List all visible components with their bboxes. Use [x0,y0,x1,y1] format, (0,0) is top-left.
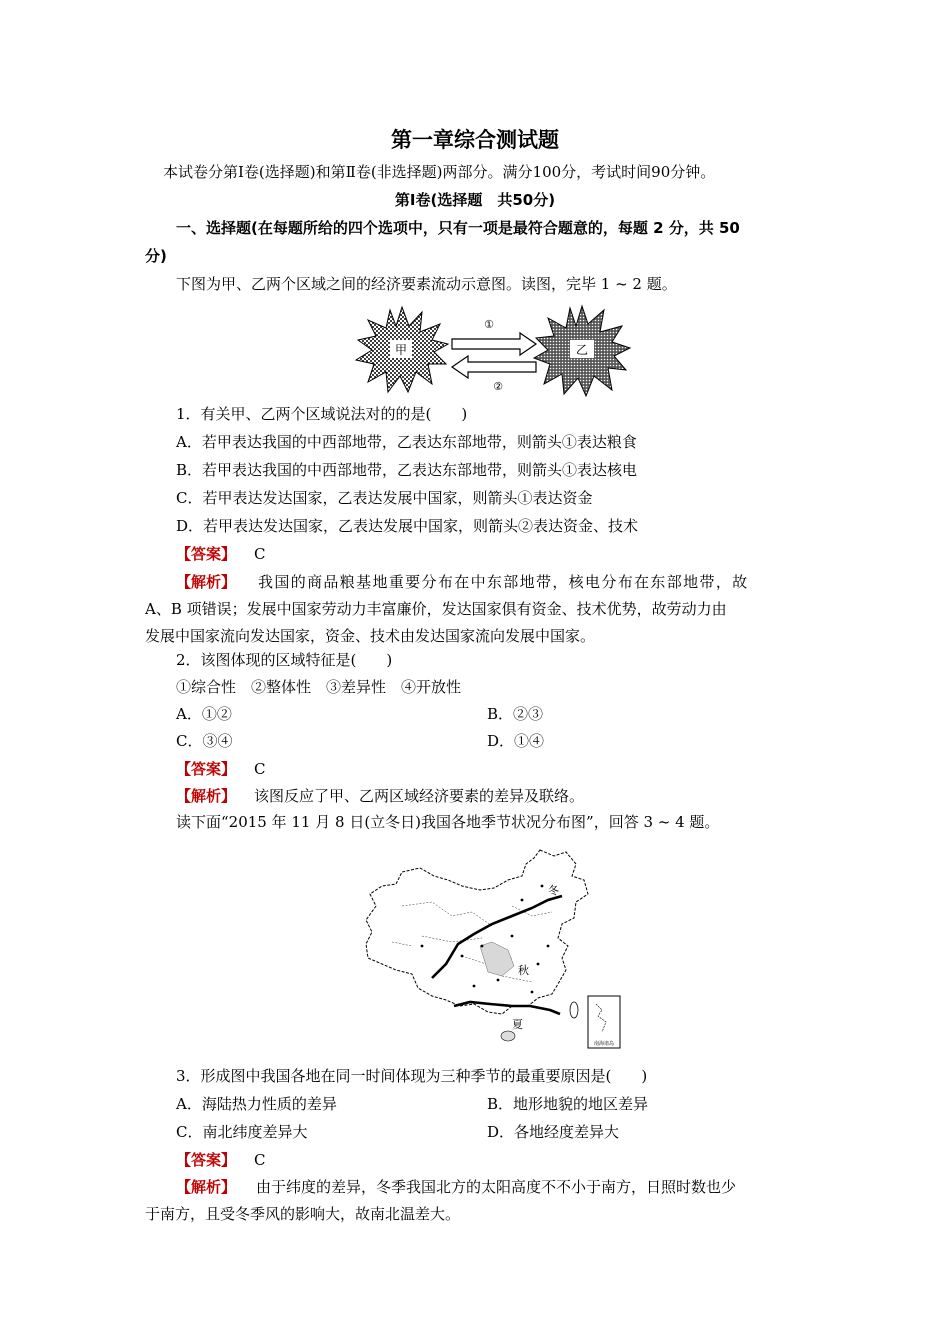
hainan-island [501,1031,515,1041]
winter-label: 冬 [548,884,559,897]
question-1-option-a: A．若甲表达我国的中西部地带，乙表达东部地带，则箭头①表达粮食 [176,433,637,451]
analysis-tag: 【解析】 [176,573,237,591]
region-jia-label: 甲 [394,343,408,357]
part-one-heading: 第Ⅰ卷(选择题 共50分) [394,191,556,209]
question-1-option-d: D．若甲表达发达国家，乙表达发展中国家，则箭头②表达资金、技术 [176,517,639,535]
section-one-heading-cont: 分) [145,247,167,265]
question-lead-2: 读下面“2015 年 11 月 8 日(立冬日)我国各地季节状况分布图”，回答 3 ~ 4 题。 [176,813,720,831]
analysis-text: 由于纬度的差异，冬季我国北方的太阳高度不不小于南方，日照时数也少 [256,1178,737,1196]
analysis-text: 该图反应了甲、乙两区域经济要素的差异及联络。 [254,787,585,805]
answer-value: C [254,760,266,778]
analysis-text: 我国的商品粮基地重要分布在中东部地带，核电分布在东部地带，故 [258,573,749,591]
question-1-option-c: C．若甲表达发达国家，乙表达发展中国家，则箭头①表达资金 [176,489,593,507]
question-2-option-d: D．①④ [487,732,545,750]
question-2-option-b: B．②③ [487,705,544,723]
answer-tag: 【答案】 [176,760,237,778]
analysis-tag: 【解析】 [176,1178,237,1196]
question-2-stem: 2．该图体现的区域特征是( ) [176,651,393,669]
section-one-heading: 一、选择题(在每题所给的四个选项中，只有一项是最符合题意的，每题 2 分，共 50 [176,219,740,237]
answer-tag: 【答案】 [176,1151,237,1169]
arrow-bottom-label: ② [493,380,503,393]
answer-tag: 【答案】 [176,545,237,563]
analysis-tag: 【解析】 [176,787,237,805]
question-2-analysis [176,786,584,806]
question-3-option-c: C．南北纬度差异大 [176,1123,308,1141]
question-3-analysis-line-1 [176,1177,736,1197]
arrow-right-shape [452,333,536,355]
answer-value: C [254,1151,266,1169]
question-2-option-c: C．③④ [176,732,233,750]
exam-intro: 本试卷分第Ⅰ卷(选择题)和第Ⅱ卷(非选择题)两部分。满分100分，考试时间90分钟。 [163,163,716,181]
china-season-map [362,846,624,1052]
question-1-answer [176,544,266,564]
south-sea-inset-label: 南海诸岛 [593,1041,615,1047]
question-3-option-d: D．各地经度差异大 [487,1123,620,1141]
question-3-analysis-line-2: 于南方，且受冬季风的影响大，故南北温差大。 [145,1205,461,1223]
question-3-stem: 3．形成图中我国各地在同一时间体现为三种季节的最重要原因是( ) [176,1067,648,1085]
question-3-answer [176,1150,266,1170]
question-3-option-b: B．地形地貌的地区差异 [487,1095,649,1113]
flow-diagram [354,304,632,398]
question-2-option-a: A．①② [176,705,232,723]
question-1-option-b: B．若甲表达我国的中西部地带，乙表达东部地带，则箭头①表达核电 [176,461,638,479]
answer-value: C [254,545,266,563]
question-lead-1: 下图为甲、乙两个区域之间的经济要素流动示意图。读图，完毕 1 ~ 2 题。 [176,275,677,293]
summer-label: 夏 [512,1018,523,1031]
arrow-top-label: ① [484,318,494,331]
question-1-analysis-line-2: A、B 项错误；发展中国家劳动力丰富廉价，发达国家俱有资金、技术优势，故劳动力由 [145,600,727,618]
question-2-answer [176,759,266,779]
question-3-option-a: A．海陆热力性质的差异 [176,1095,337,1113]
question-1-analysis-line-3: 发展中国家流向发达国家，资金、技术由发达国家流向发展中国家。 [145,627,596,645]
autumn-label: 秋 [518,964,529,977]
question-1-analysis-line-1 [176,572,749,592]
question-2-items: ①综合性 ②整体性 ③差异性 ④开放性 [176,678,462,696]
arrow-left-shape [452,356,536,378]
question-1-stem: 1．有关甲、乙两个区域说法对的的是( ) [176,405,468,423]
page-title: 第一章综合测试题 [391,128,559,152]
region-yi-label: 乙 [575,343,589,357]
taiwan-island [570,1002,578,1018]
